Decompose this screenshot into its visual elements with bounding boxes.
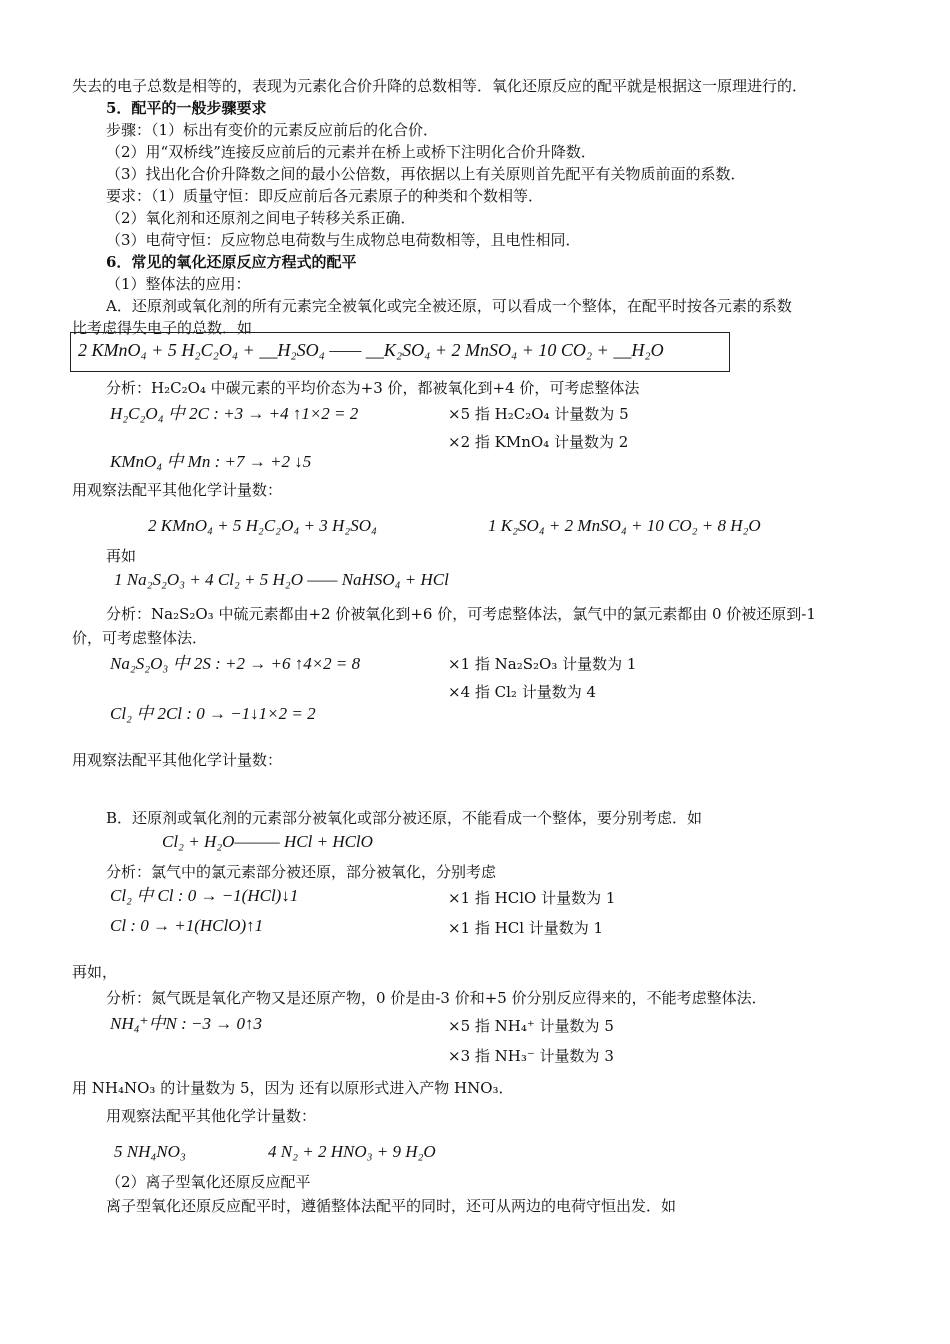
multiplier-note: ×5 指 NH₄⁺ 计量数为 5 bbox=[448, 1017, 614, 1035]
equation-row: Cl : 0 → +1(HClO)↑1 bbox=[110, 916, 264, 935]
analysis-line: 分析：氯气中的氯元素部分被还原，部分被氧化，分别考虑 bbox=[106, 863, 497, 881]
equation-row: 1 Na₂S₂O₃ + 4 Cl₂ + 5 H₂O —— NaHSO₄ + HCl bbox=[114, 570, 449, 589]
multiplier-note: ×1 指 Na₂S₂O₃ 计量数为 1 bbox=[448, 655, 637, 673]
text-line: 再如， bbox=[72, 963, 118, 981]
multiplier-note: ×1 指 HCl 计量数为 1 bbox=[448, 919, 604, 937]
balanced-equation: 1 K₂SO₄ + 2 MnSO₄ + 10 CO₂ + 8 H₂O bbox=[488, 516, 761, 535]
balanced-equation: 5 NH₄NO₃ bbox=[114, 1142, 186, 1161]
text-line: 用观察法配平其他化学计量数： bbox=[106, 1107, 317, 1125]
analysis-line: 分析：Na₂S₂O₃ 中硫元素都由+2 价被氧化到+6 价，可考虑整体法，氯气中的氯元素都由 0 价被还原到-1 bbox=[106, 605, 816, 623]
text-line: B．还原剂或氧化剂的元素部分被氧化或部分被还原，不能看成一个整体，要分别考虑．如 bbox=[106, 809, 703, 827]
equation-row: KMnO₄ 中 Mn : +7 → +2 ↓5 bbox=[110, 452, 312, 471]
text-line: A．还原剂或氧化剂的所有元素完全被氧化或完全被还原，可以看成一个整体，在配平时按各元素的系数 bbox=[106, 297, 792, 315]
equation-row: Na₂S₂O₃ 中 2S : +2 → +6 ↑4×2 = 8 bbox=[110, 654, 361, 673]
equation-row: Cl₂ + H₂O——— HCl + HClO bbox=[162, 832, 373, 851]
multiplier-note: ×1 指 HClO 计量数为 1 bbox=[448, 889, 616, 907]
boxed-equation: 2 KMnO₄ + 5 H₂C₂O₄ + __H₂SO₄ —— __K₂SO₄ + 2 MnSO₄ + 10 CO₂ + __H₂O bbox=[78, 340, 664, 360]
text-line: （3）找出化合价升降数之间的最小公倍数，再依据以上有关原则首先配平有关物质前面的系数． bbox=[106, 165, 746, 183]
multiplier-note: ×4 指 Cl₂ 计量数为 4 bbox=[448, 683, 597, 701]
multiplier-note: ×3 指 NH₃⁻ 计量数为 3 bbox=[448, 1047, 614, 1065]
balanced-equation: 4 N₂ + 2 HNO₃ + 9 H₂O bbox=[268, 1142, 436, 1161]
text-line: 比考虑得失电子的总数．如 bbox=[72, 319, 253, 337]
text-line: （2）用“双桥线”连接反应前后的元素并在桥上或桥下注明化合价升降数． bbox=[106, 143, 596, 161]
text-line: 要求：（1）质量守恒：即反应前后各元素原子的种类和个数相等． bbox=[106, 187, 544, 205]
balanced-equation: 2 KMnO₄ + 5 H₂C₂O₄ + 3 H₂SO₄ bbox=[148, 516, 377, 535]
text-line: 用 NH₄NO₃ 的计量数为 5，因为 还有以原形式进入产物 HNO₃． bbox=[72, 1079, 514, 1097]
equation-row: Cl₂ 中 2Cl : 0 → −1↓1×2 = 2 bbox=[110, 704, 316, 723]
text-line: 离子型氧化还原反应配平时，遵循整体法配平的同时，还可从两边的电荷守恒出发．如 bbox=[106, 1197, 677, 1215]
multiplier-note: ×2 指 KMnO₄ 计量数为 2 bbox=[448, 433, 629, 451]
equation-row: NH₄⁺中N : −3 → 0↑3 bbox=[110, 1014, 262, 1033]
text-line: （2）离子型氧化还原反应配平 bbox=[106, 1173, 311, 1191]
text-line: 再如 bbox=[106, 547, 137, 565]
text-line: 用观察法配平其他化学计量数： bbox=[72, 751, 283, 769]
text-line: （3）电荷守恒：反应物总电荷数与生成物总电荷数相等，且电性相同． bbox=[106, 231, 581, 249]
analysis-line: 价，可考虑整体法． bbox=[72, 629, 208, 647]
analysis-line: 分析：氮气既是氧化产物又是还原产物，0 价是由-3 价和+5 价分别反应得来的，不能考虑整体法． bbox=[106, 989, 767, 1007]
multiplier-note: ×5 指 H₂C₂O₄ 计量数为 5 bbox=[448, 405, 629, 423]
equation-row: H₂C₂O₄ 中 2C : +3 → +4 ↑1×2 = 2 bbox=[110, 404, 359, 423]
text-line: 步骤：（1）标出有变价的元素反应前后的化合价． bbox=[106, 121, 439, 139]
analysis-line: 分析：H₂C₂O₄ 中碳元素的平均价态为+3 价，都被氧化到+4 价，可考虑整体法 bbox=[106, 379, 640, 397]
section-heading: 6．常见的氧化还原反应方程式的配平 bbox=[106, 253, 357, 271]
text-line: （2）氧化剂和还原剂之间电子转移关系正确． bbox=[106, 209, 416, 227]
section-heading: 5．配平的一般步骤要求 bbox=[106, 99, 267, 117]
text-line: （1）整体法的应用： bbox=[106, 275, 251, 293]
equation-row: Cl₂ 中 Cl : 0 → −1(HCl)↓1 bbox=[110, 886, 299, 905]
text-line: 失去的电子总数是相等的，表现为元素化合价升降的总数相等．氧化还原反应的配平就是根据这一原理进行的． bbox=[72, 77, 808, 95]
text-line: 用观察法配平其他化学计量数： bbox=[72, 481, 283, 499]
